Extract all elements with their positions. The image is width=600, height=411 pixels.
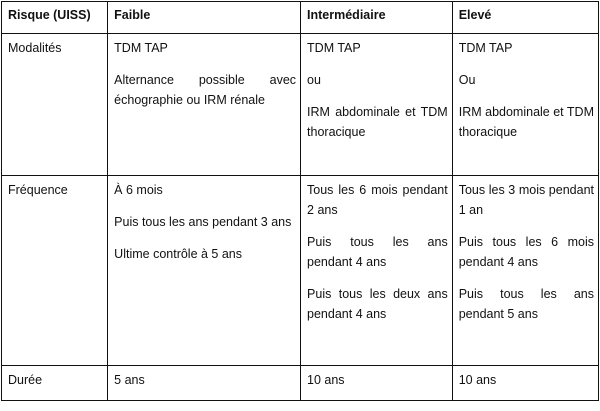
cell-frequency-high: [452, 176, 598, 366]
cell-duration-low: [108, 366, 301, 401]
cell-paragraph: Ultime contrôle à 5 ans: [114, 247, 243, 261]
cell-duration-intermediate: [301, 366, 453, 401]
cell-paragraph: IRM abdominale et TDM thoracique: [458, 105, 594, 139]
cell-frequency-low: [108, 176, 301, 366]
cell-paragraph: À 6 mois: [114, 183, 163, 197]
cell-paragraph: Puis tous les ans pendant 4 ans: [307, 235, 448, 269]
cell-frequency-intermediate: [301, 176, 453, 366]
row-label-duration: Durée: [2, 366, 108, 401]
table-header-row: [2, 2, 599, 34]
cell-paragraph: Puis tous les deux ans pendant 4 ans: [307, 287, 448, 321]
cell-paragraph: Tous les 3 mois pendant 1 an: [458, 183, 594, 217]
cell-paragraph: TDM TAP: [307, 41, 361, 55]
cell-paragraph: TDM TAP: [458, 41, 513, 55]
header-risk: Risque (UISS): [2, 2, 108, 34]
header-high: Elevé: [452, 2, 598, 34]
cell-duration-high: [452, 366, 598, 401]
table-row-frequency: [2, 176, 599, 366]
cell-paragraph: 5 ans: [114, 373, 145, 387]
cell-modalities-low: [108, 34, 301, 176]
cell-modalities-high: [452, 34, 598, 176]
table-row-modalities: [2, 34, 599, 176]
cell-paragraph: Alternance possible avec échographie ou IRM rénale: [114, 73, 297, 107]
cell-paragraph: TDM TAP: [114, 41, 168, 55]
row-label-frequency: Fréquence: [2, 176, 108, 366]
cell-modalities-intermediate: [301, 34, 453, 176]
cell-paragraph: IRM abdominale et TDM thoracique: [307, 105, 448, 139]
cell-paragraph: Puis tous les 6 mois pendant 4 ans: [458, 235, 594, 269]
table-row-duration: [2, 366, 599, 401]
cell-paragraph: Ou: [458, 73, 476, 87]
cell-paragraph: Tous les 6 mois pendant 2 ans: [307, 183, 448, 217]
cell-paragraph: ou: [307, 73, 321, 87]
header-low: Faible: [108, 2, 301, 34]
cell-paragraph: 10 ans: [458, 373, 497, 387]
cell-paragraph: Puis tous les ans pendant 3 ans: [114, 215, 292, 229]
cell-paragraph: 10 ans: [307, 373, 345, 387]
cell-paragraph: Puis tous les ans pendant 5 ans: [458, 287, 594, 321]
surveillance-table: [1, 1, 599, 401]
header-intermediate: Intermédiaire: [301, 2, 453, 34]
row-label-modalities: Modalités: [2, 34, 108, 176]
